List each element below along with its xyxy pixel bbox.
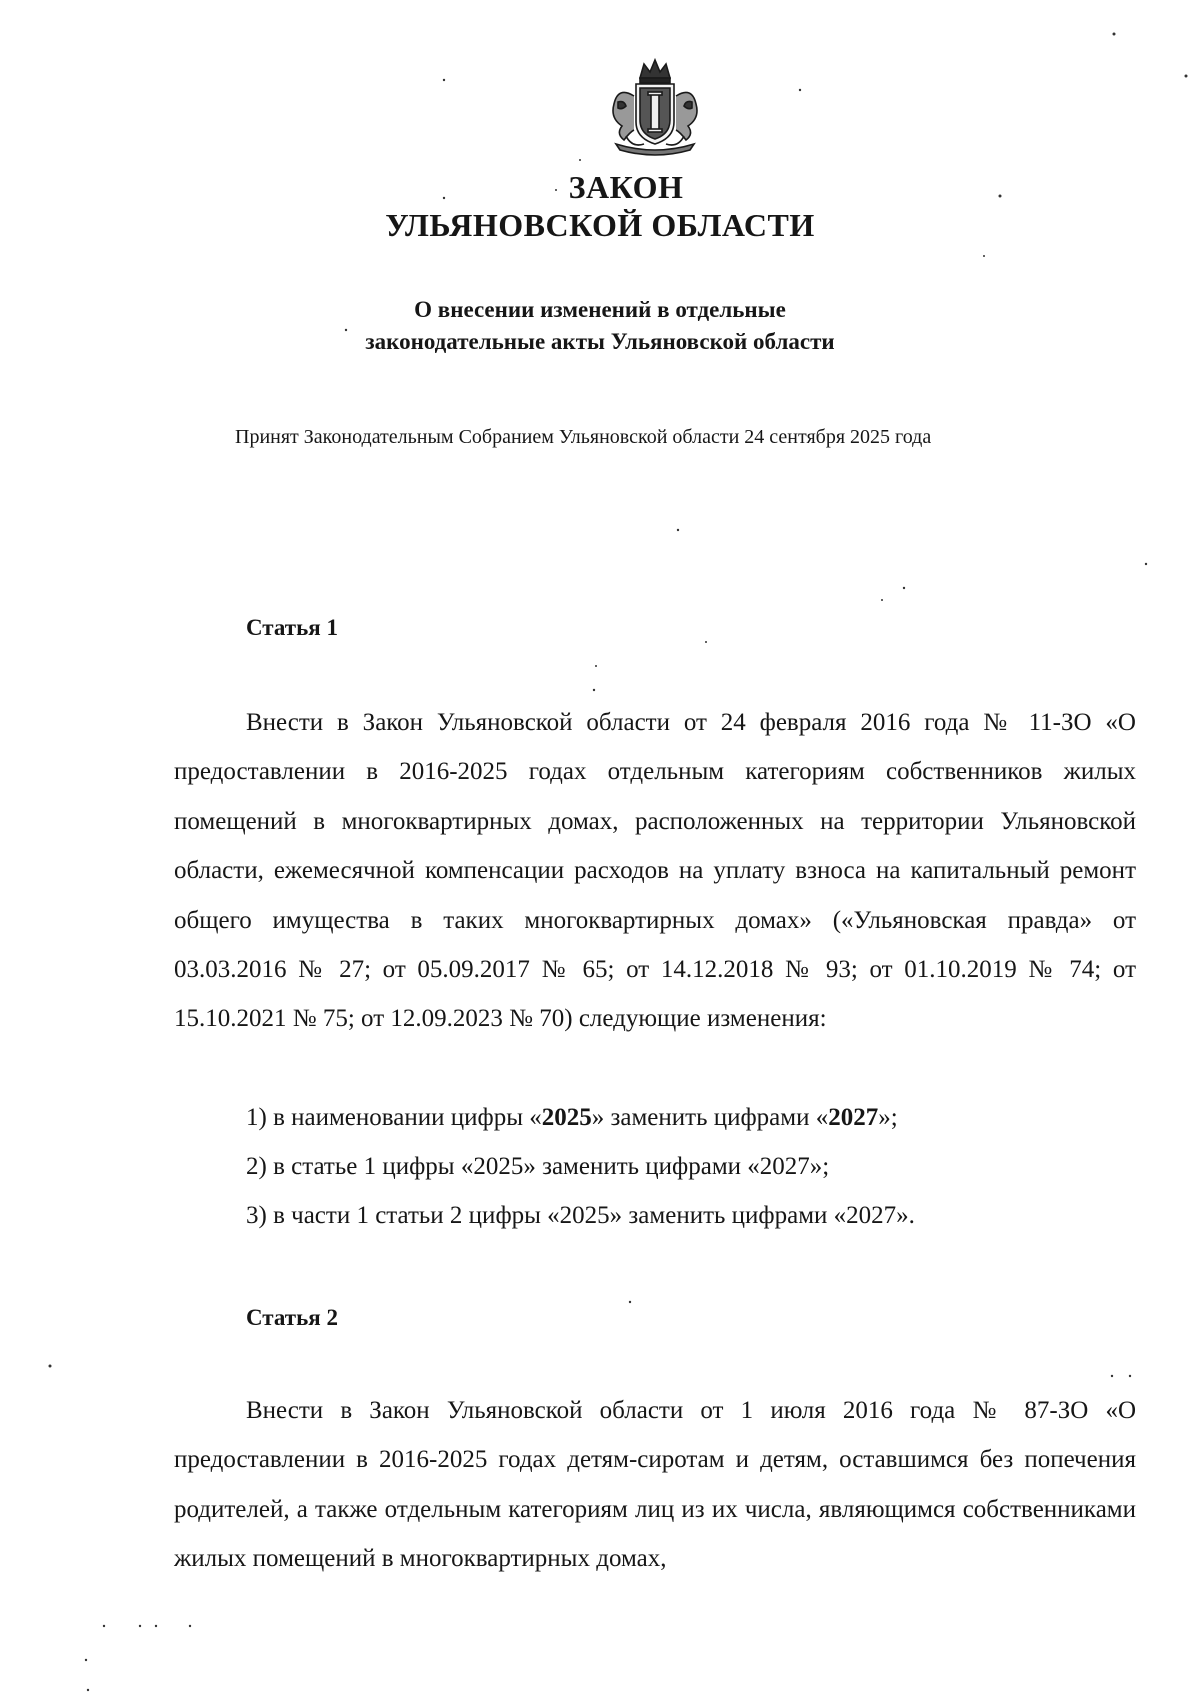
list-item [246,1093,915,1142]
law-subtitle-line2: законодательные акты Ульяновской области [365,329,835,354]
list-item: 3) в части 1 статьи 2 цифры «2025» заменить цифрами «2027». [246,1202,915,1229]
article-2-paragraph: Внести в Закон Ульяновской области от 1 июля 2016 года № 87-ЗО «О предоставлении в 2016-2025 годах детям-сиротам и детям, оставшимся без попечения родителей, а также отдельным категориям лиц из их числа, являющимся собственниками жилых помещений в многоквартирных домах, [174,1397,1136,1573]
list-item: 2) в статье 1 цифры «2025» заменить цифрами «2027»; [246,1153,830,1180]
law-title-line1: ЗАКОН [568,169,684,205]
adoption-statement: Принят Законодательным Собранием Ульяновской области 24 сентября 2025 года [235,426,932,448]
law-subtitle-line1: О внесении изменений в отдельные [414,297,786,322]
law-subtitle [0,294,1200,358]
new-value: 2027 [828,1104,879,1131]
ulyanovsk-coat-of-arms-icon [596,56,714,156]
article-2-heading: Статья 2 [246,1305,338,1330]
article-1-heading: Статья 1 [246,615,338,640]
list-item-middle: » заменить цифрами « [591,1104,829,1131]
list-item-suffix: »; [878,1104,898,1131]
law-title-line2: УЛЬЯНОВСКОЙ ОБЛАСТИ [385,207,815,243]
list-item-prefix: 1) в наименовании цифры « [246,1104,542,1131]
law-title [0,168,1200,244]
old-value: 2025 [541,1104,592,1131]
article-1-paragraph: Внести в Закон Ульяновской области от 24 февраля 2016 года № 11-ЗО «О предоставлении в 2016-2025 годах отдельным категориям собственников жилых помещений в многоквартирных домах, расположенных на территории Ульяновской области, ежемесячной компенсации расходов на уплату взноса на капитальный ремонт общего имущества в таких многоквартирных домах» («Ульяновская правда» от 03.03.2016 № 27; от 05.09.2017 № 65; от 14.12.2018 № 93; от 01.10.2019 № 74; от 15.10.2021 № 75; от 12.09.2023 № 70) следующие изменения: [174,709,1136,1033]
article-1-change-list [246,1093,915,1240]
